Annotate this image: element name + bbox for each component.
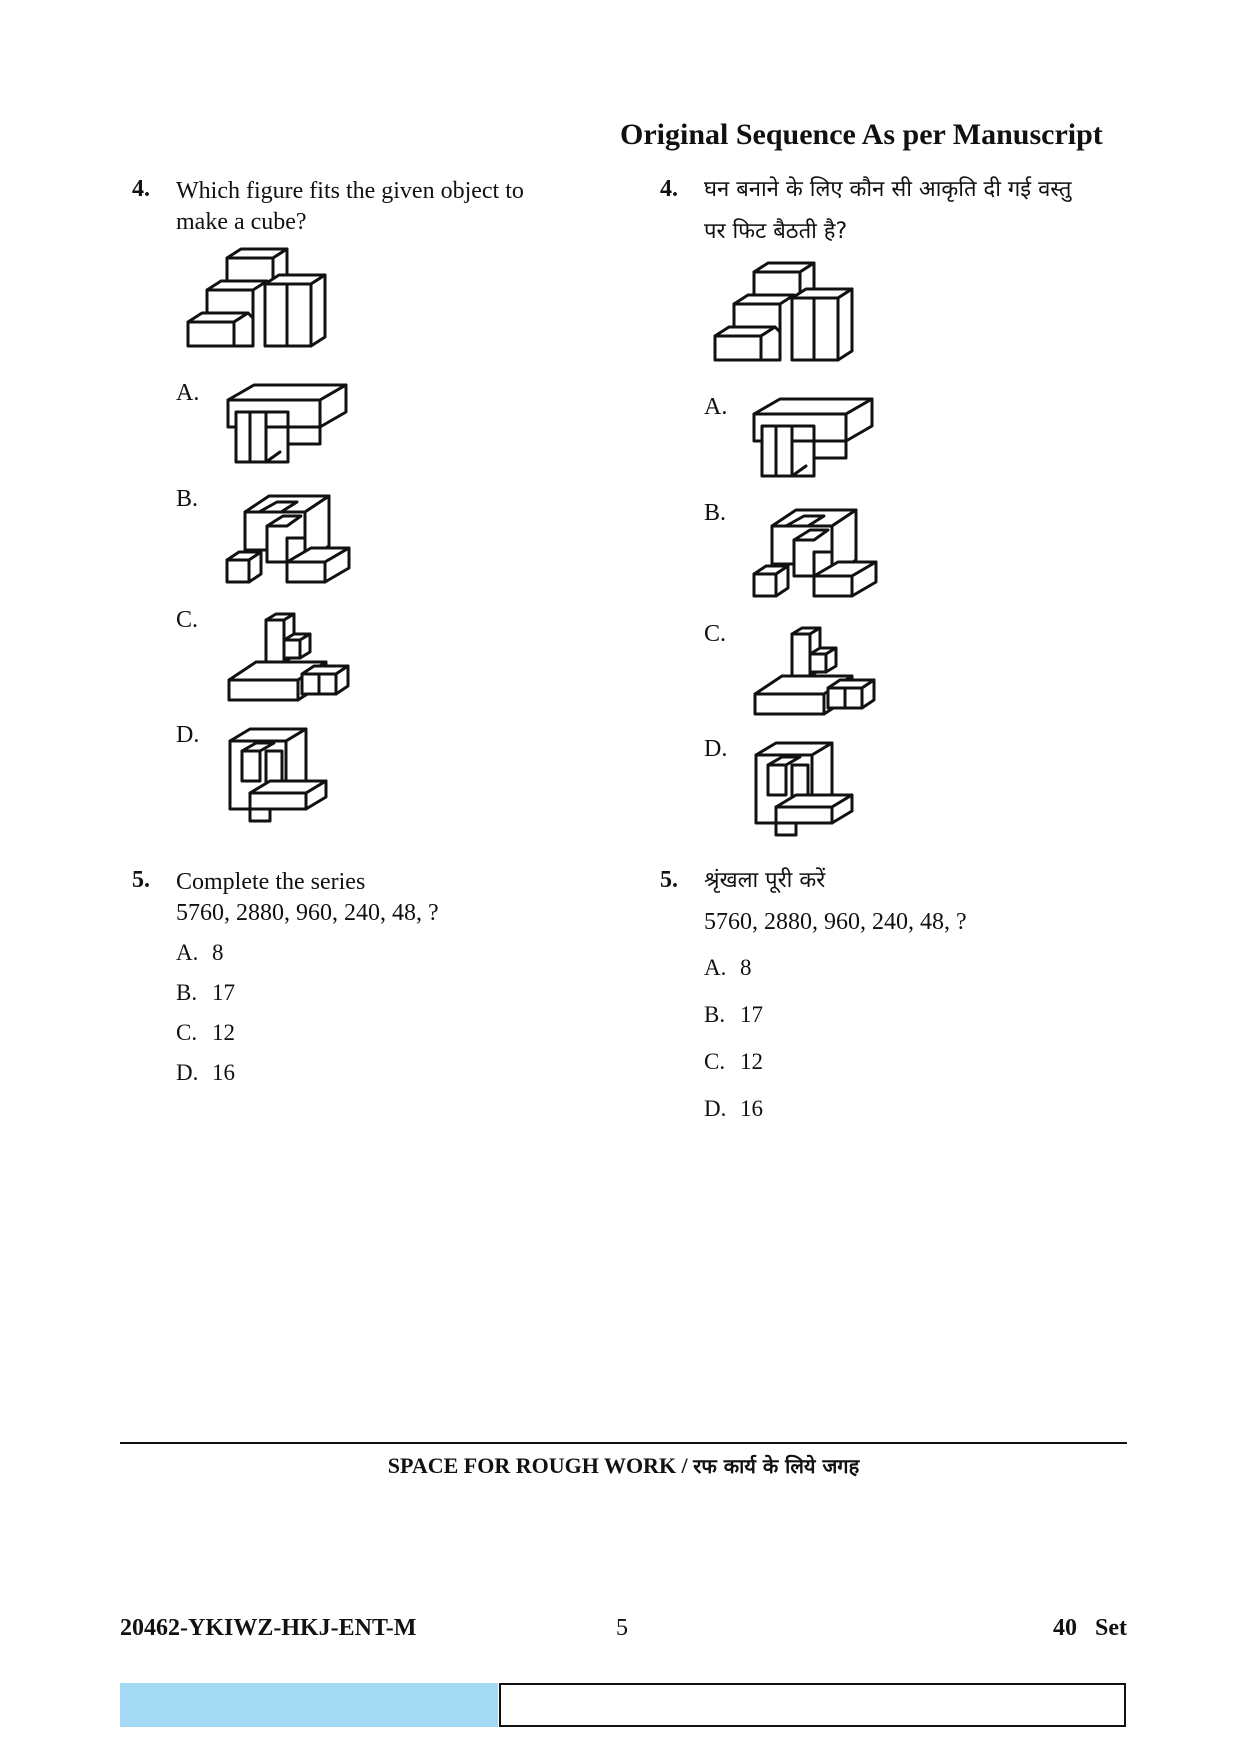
option-letter: D. [176,1060,199,1085]
rough-work-divider [120,1442,1127,1444]
question-4-option-a-label[interactable]: A. [176,380,200,406]
question-5-option-a[interactable] [176,940,224,966]
question-5-option-c[interactable] [176,1020,235,1046]
question-4-object-figure [185,246,330,356]
hindi-question-5-option-d[interactable] [704,1096,763,1122]
option-letter: A. [704,955,727,980]
footer-blue-bar [120,1683,498,1727]
question-4-option-a-figure[interactable] [226,382,351,468]
option-letter: B. [704,1002,726,1027]
question-5-option-b[interactable] [176,980,235,1006]
page-number: 5 [616,1615,628,1641]
option-value: 17 [740,1002,763,1027]
question-4-option-c-label[interactable]: C. [176,607,199,633]
hindi-question-4-option-a-figure[interactable] [752,396,877,482]
option-value: 12 [740,1049,763,1074]
hindi-question-5-text: श्रृंखला पूरी करें [704,868,826,893]
question-4-option-d-figure[interactable] [226,727,331,823]
option-letter: C. [704,1049,726,1074]
hindi-question-4-object-figure [712,260,857,370]
hindi-question-4-text-line1: घन बनाने के लिए कौन सी आकृति दी गई वस्तु [704,177,1072,202]
option-value: 8 [740,955,752,980]
rough-work-label-en: SPACE FOR ROUGH WORK / [387,1453,694,1478]
hindi-question-5-option-c[interactable] [704,1049,763,1075]
option-letter: C. [176,1020,198,1045]
hindi-question-4-number: 4. [660,176,678,202]
hindi-question-5-option-a[interactable] [704,955,752,981]
question-5-text: Complete the series [176,869,366,895]
question-5-option-d[interactable] [176,1060,235,1086]
page-header-title: Original Sequence As per Manuscript [620,118,1103,151]
question-5-number: 5. [132,867,150,893]
rough-work-label [120,1452,1127,1479]
hindi-question-5-option-b[interactable] [704,1002,763,1028]
footer-set: 40 Set [1053,1615,1127,1641]
option-value: 16 [740,1096,763,1121]
hindi-question-5-series: 5760, 2880, 960, 240, 48, ? [704,909,967,935]
hindi-question-5-number: 5. [660,867,678,893]
question-4-text-line1: Which figure fits the given object to [176,178,524,204]
hindi-question-4-option-d-figure[interactable] [752,741,857,837]
hindi-question-4-option-b-figure[interactable] [752,504,880,600]
footer-empty-box [499,1683,1126,1727]
option-value: 12 [212,1020,235,1045]
question-4-option-b-figure[interactable] [225,490,353,586]
rough-work-label-hi: रफ कार्य के लिये जगह [693,1454,860,1478]
question-4-text-line2: make a cube? [176,209,307,235]
hindi-question-4-text-line2: पर फिट बैठती है? [704,219,848,244]
question-4-option-d-label[interactable]: D. [176,722,200,748]
hindi-question-4-option-b-label[interactable]: B. [704,500,727,526]
footer-code: 20462-YKIWZ-HKJ-ENT-M [120,1615,417,1641]
option-letter: B. [176,980,198,1005]
hindi-question-4-option-c-figure[interactable] [752,626,877,718]
option-value: 8 [212,940,224,965]
option-value: 17 [212,980,235,1005]
hindi-question-4-option-a-label[interactable]: A. [704,394,728,420]
question-5-series: 5760, 2880, 960, 240, 48, ? [176,900,439,926]
option-letter: A. [176,940,199,965]
question-4-option-b-label[interactable]: B. [176,486,199,512]
hindi-question-4-option-d-label[interactable]: D. [704,736,728,762]
option-value: 16 [212,1060,235,1085]
question-4-option-c-figure[interactable] [226,612,351,704]
hindi-question-4-option-c-label[interactable]: C. [704,621,727,647]
option-letter: D. [704,1096,727,1121]
question-4-number: 4. [132,176,150,202]
